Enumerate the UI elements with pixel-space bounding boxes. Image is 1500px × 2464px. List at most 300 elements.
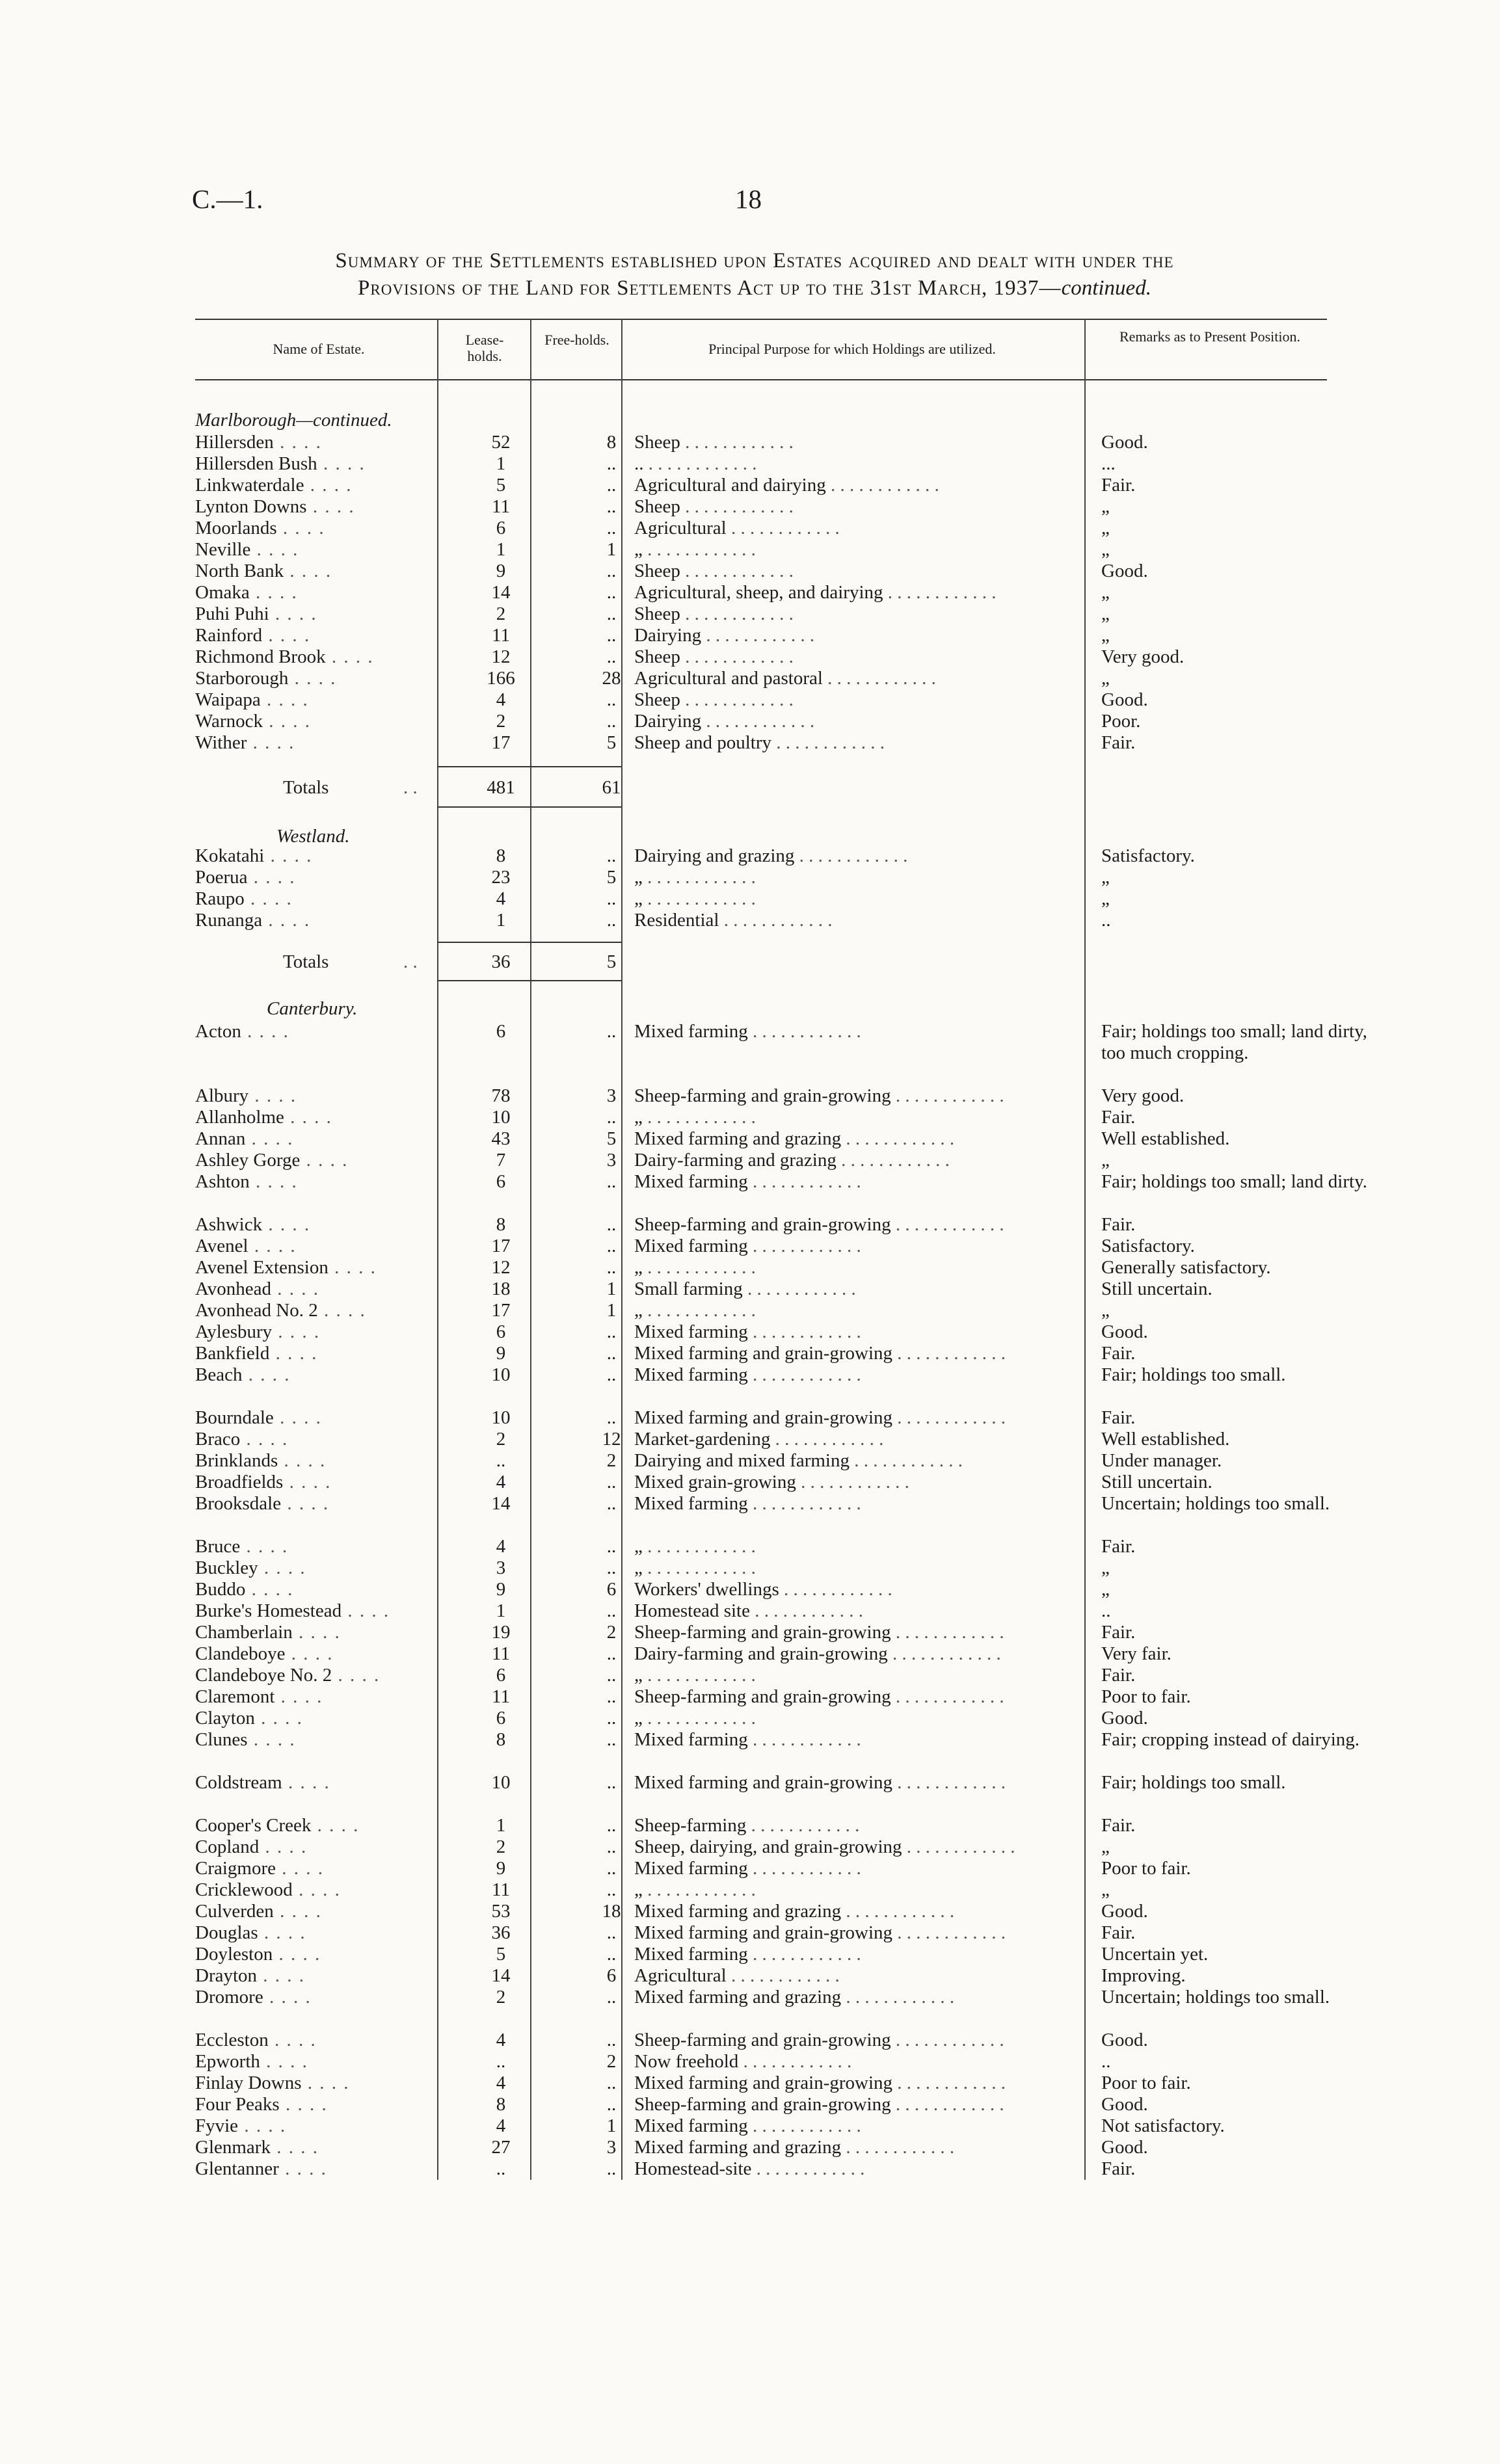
table-row xyxy=(0,1085,1500,1107)
purpose-value: Mixed farming and grazing . . xyxy=(634,2137,1064,2158)
title-line-1: Summary of the Settlements established upon Estates acquired and dealt with under the xyxy=(335,249,1174,272)
leaseholds-value: 3 xyxy=(496,1557,506,1578)
remarks-value: Fair. xyxy=(1101,1922,1136,1943)
leaseholds-value: 4 xyxy=(496,888,506,909)
leaseholds-value: 12 xyxy=(491,1257,511,1278)
estate-name: Cooper's Creek . . xyxy=(195,1815,403,1836)
purpose-value: Dairying . . xyxy=(634,711,1064,732)
remarks-value: „ xyxy=(1101,1836,1110,1857)
remarks-value: Good. xyxy=(1101,1708,1148,1729)
freeholds-value: 1 xyxy=(606,2115,617,2136)
title-continued: continued. xyxy=(1061,276,1151,300)
remarks-value: Poor to fair. xyxy=(1101,2073,1191,2093)
remarks-value: Well established. xyxy=(1101,1429,1230,1450)
freeholds-value: 2 xyxy=(606,1450,617,1471)
estate-name: Copland . . xyxy=(195,1836,403,1858)
leaseholds-value: 2 xyxy=(496,711,506,732)
purpose-value: „ . . xyxy=(634,1879,1064,1901)
estate-name: Albury . . xyxy=(195,1085,403,1107)
purpose-value: Residential . . xyxy=(634,910,1064,931)
leaseholds-value: 2 xyxy=(496,1429,506,1450)
purpose-value: „ . . xyxy=(634,1708,1064,1729)
totals-leader: . . xyxy=(403,951,418,972)
leaseholds-value: .. xyxy=(496,1450,506,1471)
table-row xyxy=(0,1107,1500,1128)
freeholds-value: .. xyxy=(606,453,617,474)
remarks-value: Very good. xyxy=(1101,646,1185,667)
purpose-value: „ . . xyxy=(634,1665,1064,1686)
table-row xyxy=(0,1128,1500,1150)
remarks-value: Very good. xyxy=(1101,1085,1185,1106)
table-row xyxy=(0,1364,1500,1386)
purpose-value: Agricultural and dairying . . xyxy=(634,475,1064,496)
estate-name: Clayton . . xyxy=(195,1708,403,1729)
table-row xyxy=(0,1708,1500,1729)
leaseholds-value: 10 xyxy=(491,1364,511,1385)
table-row xyxy=(0,2030,1500,2051)
remarks-value: Fair. xyxy=(1101,1665,1136,1686)
header-name-of-estate: Name of Estate. xyxy=(273,341,365,357)
remarks-value: „ xyxy=(1101,1150,1110,1171)
table-row xyxy=(0,453,1500,475)
remarks-value: Improving. xyxy=(1101,1965,1186,1986)
freeholds-value: .. xyxy=(606,1257,617,1278)
leaseholds-value: 5 xyxy=(496,1944,506,1965)
table-row xyxy=(0,1150,1500,1171)
freeholds-value: .. xyxy=(606,1493,617,1514)
leaseholds-value: 11 xyxy=(492,1686,510,1707)
estate-name: Broadfields . . xyxy=(195,1472,403,1493)
estate-name: Bourndale . . xyxy=(195,1407,403,1429)
estate-name: Clandeboye No. 2 . . xyxy=(195,1665,403,1686)
table-row xyxy=(0,1922,1500,1944)
table-row xyxy=(0,1686,1500,1708)
leaseholds-value: 7 xyxy=(496,1150,506,1171)
freeholds-value: .. xyxy=(606,711,617,732)
table-row xyxy=(0,1343,1500,1364)
estate-name: Aylesbury . . xyxy=(195,1321,403,1343)
freeholds-value: 6 xyxy=(606,1579,617,1600)
remarks-value: Uncertain; holdings too small. xyxy=(1101,1987,1330,2007)
table-row xyxy=(0,668,1500,689)
freeholds-value: .. xyxy=(606,1815,617,1836)
estate-name: Wither . . xyxy=(195,732,403,754)
purpose-value: „ . . xyxy=(634,1557,1064,1579)
estate-name: Kokatahi . . xyxy=(195,845,403,867)
freeholds-value: .. xyxy=(606,689,617,710)
leaseholds-value: 9 xyxy=(496,1858,506,1879)
table-row xyxy=(0,1944,1500,1965)
estate-name: Ashwick . . xyxy=(195,1214,403,1236)
leaseholds-value: 6 xyxy=(496,518,506,538)
freeholds-value: 1 xyxy=(606,1278,617,1299)
table-row xyxy=(0,1879,1500,1901)
purpose-value: Mixed farming and grazing . . xyxy=(634,1987,1064,2008)
estate-name: Clandeboye . . xyxy=(195,1643,403,1665)
leaseholds-value: 14 xyxy=(491,582,511,603)
table-row xyxy=(0,711,1500,732)
leaseholds-value: 6 xyxy=(496,1171,506,1192)
section-canterbury: Canterbury. xyxy=(267,998,358,1019)
table-row xyxy=(0,1171,1500,1193)
remarks-value: „ xyxy=(1101,603,1110,624)
freeholds-value: .. xyxy=(606,1021,617,1042)
estate-name: Culverden . . xyxy=(195,1901,403,1922)
freeholds-value: .. xyxy=(606,1665,617,1686)
purpose-value: Dairying and mixed farming . . xyxy=(634,1450,1064,1472)
purpose-value: Mixed farming . . xyxy=(634,1171,1064,1193)
estate-name: Avonhead . . xyxy=(195,1278,403,1300)
purpose-value: Mixed farming . . xyxy=(634,1236,1064,1257)
freeholds-value: 18 xyxy=(602,1901,621,1922)
remarks-value: Good. xyxy=(1101,1321,1148,1342)
table-row xyxy=(0,646,1500,668)
remarks-value: Fair. xyxy=(1101,1622,1136,1643)
marlborough-totals-rule xyxy=(437,766,621,767)
table-row xyxy=(0,1214,1500,1236)
remarks-value: Good. xyxy=(1101,1901,1148,1922)
estate-name: Poerua . . xyxy=(195,867,403,888)
estate-name: Acton . . xyxy=(195,1021,403,1042)
estate-name: Burke's Homestead . . xyxy=(195,1600,403,1622)
table-row xyxy=(0,1557,1500,1579)
leaseholds-value: 14 xyxy=(491,1493,511,1514)
table-row xyxy=(0,561,1500,582)
purpose-value: Agricultural . . xyxy=(634,1965,1064,1987)
freeholds-value: .. xyxy=(606,625,617,646)
remarks-value: .. xyxy=(1101,2051,1111,2072)
leaseholds-value: 4 xyxy=(496,2115,506,2136)
purpose-value: Homestead site . . xyxy=(634,1600,1064,1622)
totals-label: Totals xyxy=(283,777,329,798)
purpose-value: Sheep-farming and grain-growing . . xyxy=(634,1686,1064,1708)
purpose-value: Mixed farming and grain-growing . . xyxy=(634,1772,1064,1794)
purpose-value: Homestead-site . . xyxy=(634,2158,1064,2180)
freeholds-value: .. xyxy=(606,1643,617,1664)
purpose-value: Mixed farming . . xyxy=(634,2115,1064,2137)
table-row xyxy=(0,1407,1500,1429)
purpose-value: Agricultural . . xyxy=(634,518,1064,539)
table-row xyxy=(0,1450,1500,1472)
purpose-value: Sheep-farming and grain-growing . . xyxy=(634,1085,1064,1107)
estate-name: Brinklands . . xyxy=(195,1450,403,1472)
purpose-value: Mixed farming . . xyxy=(634,1364,1064,1386)
estate-name: Richmond Brook . . xyxy=(195,646,403,668)
freeholds-value: .. xyxy=(606,1536,617,1557)
remarks-value: Poor. xyxy=(1101,711,1141,732)
freeholds-value: 3 xyxy=(606,1085,617,1106)
remarks-value: Not satisfactory. xyxy=(1101,2115,1225,2136)
estate-name: North Bank . . xyxy=(195,561,403,582)
estate-name: Avenel . . xyxy=(195,1236,403,1257)
freeholds-value: .. xyxy=(606,910,617,931)
purpose-value: Market-gardening . . xyxy=(634,1429,1064,1450)
leaseholds-value: 166 xyxy=(487,668,515,689)
estate-name: Hillersden Bush . . xyxy=(195,453,403,475)
remarks-value: „ xyxy=(1101,1579,1110,1600)
estate-name: Starborough . . xyxy=(195,668,403,689)
leaseholds-value: 1 xyxy=(496,539,506,560)
table-row xyxy=(0,2094,1500,2115)
table-row xyxy=(0,1965,1500,1987)
purpose-value: Mixed farming . . xyxy=(634,1729,1064,1751)
purpose-value: Mixed grain-growing . . xyxy=(634,1472,1064,1493)
remarks-value: Still uncertain. xyxy=(1101,1278,1212,1299)
leaseholds-value: 8 xyxy=(496,1729,506,1750)
freeholds-value: .. xyxy=(606,1343,617,1364)
estate-name: Warnock . . xyxy=(195,711,403,732)
purpose-value: Sheep . . xyxy=(634,496,1064,518)
leaseholds-value: 8 xyxy=(496,1214,506,1235)
estate-name: Hillersden . . xyxy=(195,432,403,453)
remarks-value: „ xyxy=(1101,1557,1110,1578)
remarks-value: Still uncertain. xyxy=(1101,1472,1212,1492)
freeholds-value: .. xyxy=(606,1236,617,1256)
remarks-value: Fair. xyxy=(1101,1536,1136,1557)
purpose-value: Mixed farming . . xyxy=(634,1858,1064,1879)
remarks-value: „ xyxy=(1101,1879,1110,1900)
header-principal-purpose: Principal Purpose for which Holdings are utilized. xyxy=(708,341,996,357)
freeholds-value: .. xyxy=(606,518,617,538)
freeholds-value: 6 xyxy=(606,1965,617,1986)
leaseholds-value: 1 xyxy=(496,910,506,931)
freeholds-value: .. xyxy=(606,561,617,581)
remarks-value: Good. xyxy=(1101,2094,1148,2115)
table-row xyxy=(0,603,1500,625)
totals-freeholds: 5 xyxy=(606,951,617,972)
leaseholds-value: 12 xyxy=(491,646,511,667)
purpose-value: Mixed farming and grain-growing . . xyxy=(634,1922,1064,1944)
leaseholds-value: 4 xyxy=(496,1536,506,1557)
leaseholds-value: 2 xyxy=(496,1836,506,1857)
estate-name: Douglas . . xyxy=(195,1922,403,1944)
estate-name: Glentanner . . xyxy=(195,2158,403,2180)
estate-name: Ashley Gorge . . xyxy=(195,1150,403,1171)
freeholds-value: .. xyxy=(606,603,617,624)
purpose-value: Mixed farming and grain-growing . . xyxy=(634,1407,1064,1429)
freeholds-value: .. xyxy=(606,845,617,866)
leaseholds-value: 4 xyxy=(496,2073,506,2093)
leaseholds-value: 14 xyxy=(491,1965,511,1986)
remarks-value: Fair. xyxy=(1101,2158,1136,2179)
freeholds-value: 5 xyxy=(606,867,617,888)
leaseholds-value: 2 xyxy=(496,1987,506,2007)
leaseholds-value: 6 xyxy=(496,1665,506,1686)
estate-name: Bankfield . . xyxy=(195,1343,403,1364)
leaseholds-value: 9 xyxy=(496,1343,506,1364)
table-row xyxy=(0,1278,1500,1300)
remarks-value: „ xyxy=(1101,625,1110,646)
purpose-value: Sheep and poultry . . xyxy=(634,732,1064,754)
purpose-value: Sheep-farming and grain-growing . . xyxy=(634,1622,1064,1643)
freeholds-value: 2 xyxy=(606,2051,617,2072)
leaseholds-value: 4 xyxy=(496,689,506,710)
section-marlborough: Marlborough—continued. xyxy=(195,410,392,431)
leaseholds-value: 1 xyxy=(496,1815,506,1836)
freeholds-value: .. xyxy=(606,1922,617,1943)
table-row xyxy=(0,1472,1500,1493)
remarks-value: Good. xyxy=(1101,432,1148,453)
leaseholds-value: 36 xyxy=(491,1922,511,1943)
leaseholds-value: 53 xyxy=(491,1901,511,1922)
estate-name: Buckley . . xyxy=(195,1557,403,1579)
table-row xyxy=(0,1901,1500,1922)
freeholds-value: .. xyxy=(606,1686,617,1707)
estate-name: Omaka . . xyxy=(195,582,403,603)
purpose-value: Mixed farming and grain-growing . . xyxy=(634,2073,1064,2094)
totals-leader: . . xyxy=(403,777,418,798)
freeholds-value: 1 xyxy=(606,1300,617,1321)
remarks-value: Generally satisfactory. xyxy=(1101,1257,1271,1278)
purpose-value: „ . . xyxy=(634,867,1064,888)
purpose-value: Mixed farming . . xyxy=(634,1944,1064,1965)
purpose-value: Sheep . . xyxy=(634,646,1064,668)
header-leaseholds: Lease-holds. xyxy=(465,332,504,364)
remarks-value: „ xyxy=(1101,888,1110,909)
table-row xyxy=(0,2137,1500,2158)
remarks-value: Uncertain yet. xyxy=(1101,1944,1209,1965)
table-row xyxy=(0,732,1500,754)
freeholds-value: .. xyxy=(606,2094,617,2115)
purpose-value: Small farming . . xyxy=(634,1278,1064,1300)
leaseholds-value: 78 xyxy=(491,1085,511,1106)
remarks-value: Fair; holdings too small. xyxy=(1101,1772,1286,1793)
purpose-value: Mixed farming and grazing . . xyxy=(634,1901,1064,1922)
table-row xyxy=(0,1665,1500,1686)
remarks-value: „ xyxy=(1101,496,1110,517)
table-row xyxy=(0,1600,1500,1622)
header-remarks: Remarks as to Present Position. xyxy=(1119,328,1301,345)
remarks-value: Fair; holdings too small; land dirty. xyxy=(1101,1171,1367,1192)
westland-totals-underline xyxy=(437,980,621,981)
leaseholds-value: 9 xyxy=(496,561,506,581)
table-row xyxy=(0,1300,1500,1321)
estate-name: Allanholme . . xyxy=(195,1107,403,1128)
freeholds-value: .. xyxy=(606,1107,617,1128)
table-row xyxy=(0,625,1500,646)
table-row xyxy=(0,1643,1500,1665)
purpose-value: „ . . xyxy=(634,539,1064,561)
freeholds-value: .. xyxy=(606,496,617,517)
freeholds-value: .. xyxy=(606,1321,617,1342)
estate-name: Annan . . xyxy=(195,1128,403,1150)
remarks-value: Fair. xyxy=(1101,1107,1136,1128)
totals-freeholds: 61 xyxy=(602,777,621,798)
table-row xyxy=(0,1836,1500,1858)
leaseholds-value: 17 xyxy=(491,1300,511,1321)
westland-totals-row xyxy=(0,951,1500,975)
estate-name: Chamberlain . . xyxy=(195,1622,403,1643)
leaseholds-value: 19 xyxy=(491,1622,511,1643)
estate-name: Neville . . xyxy=(195,539,403,561)
purpose-value: „ . . xyxy=(634,1107,1064,1128)
table-row xyxy=(0,1622,1500,1643)
remarks-value: ... xyxy=(1101,453,1116,474)
table-row xyxy=(0,539,1500,561)
table-row xyxy=(0,1021,1500,1063)
freeholds-value: 1 xyxy=(606,539,617,560)
remarks-value: Very fair. xyxy=(1101,1643,1172,1664)
leaseholds-value: 8 xyxy=(496,2094,506,2115)
freeholds-value: .. xyxy=(606,1944,617,1965)
freeholds-value: 5 xyxy=(606,1128,617,1149)
remarks-value: Good. xyxy=(1101,561,1148,581)
header-top-rule xyxy=(195,319,1327,320)
leaseholds-value: 11 xyxy=(492,496,510,517)
table-row xyxy=(0,1257,1500,1278)
remarks-value: Under manager. xyxy=(1101,1450,1222,1471)
freeholds-value: .. xyxy=(606,2030,617,2050)
table-row xyxy=(0,1772,1500,1794)
estate-name: Bruce . . xyxy=(195,1536,403,1557)
freeholds-value: 2 xyxy=(606,1622,617,1643)
marlborough-totals-underline xyxy=(437,806,621,808)
table-row xyxy=(0,1536,1500,1557)
table-row xyxy=(0,496,1500,518)
estate-name: Avonhead No. 2 . . xyxy=(195,1300,403,1321)
table-row xyxy=(0,1858,1500,1879)
estate-name: Dromore . . xyxy=(195,1987,403,2008)
purpose-value: Mixed farming . . xyxy=(634,1021,1064,1042)
estate-name: Waipapa . . xyxy=(195,689,403,711)
freeholds-value: .. xyxy=(606,2073,617,2093)
leaseholds-value: 11 xyxy=(492,1879,510,1900)
estate-name: Coldstream . . xyxy=(195,1772,403,1794)
header-bottom-rule xyxy=(195,379,1327,380)
freeholds-value: .. xyxy=(606,1772,617,1793)
purpose-value: Agricultural, sheep, and dairying . . xyxy=(634,582,1064,603)
freeholds-value: 12 xyxy=(602,1429,621,1450)
table-row xyxy=(0,1321,1500,1343)
table-row xyxy=(0,582,1500,603)
freeholds-value: .. xyxy=(606,646,617,667)
estate-name: Cricklewood . . xyxy=(195,1879,403,1901)
purpose-value: Sheep-farming . . xyxy=(634,1815,1064,1836)
estate-name: Buddo . . xyxy=(195,1579,403,1600)
header-freeholds: Free-holds. xyxy=(544,332,609,348)
freeholds-value: .. xyxy=(606,1171,617,1192)
leaseholds-value: 1 xyxy=(496,453,506,474)
purpose-value: Mixed farming . . xyxy=(634,1493,1064,1515)
leaseholds-value: 11 xyxy=(492,1643,510,1664)
table-row xyxy=(0,518,1500,539)
estate-name: Brooksdale . . xyxy=(195,1493,403,1515)
table-row xyxy=(0,845,1500,867)
leaseholds-value: 6 xyxy=(496,1321,506,1342)
leaseholds-value: 6 xyxy=(496,1708,506,1729)
estate-name: Puhi Puhi . . xyxy=(195,603,403,625)
remarks-value: Fair. xyxy=(1101,475,1136,496)
remarks-value: „ xyxy=(1101,668,1110,689)
freeholds-value: .. xyxy=(606,475,617,496)
leaseholds-value: 17 xyxy=(491,732,511,753)
purpose-value: „ . . xyxy=(634,1257,1064,1278)
estate-name: Claremont . . xyxy=(195,1686,403,1708)
table-row xyxy=(0,1815,1500,1836)
remarks-value: Fair; holdings too small; land dirty, too much cropping. xyxy=(1101,1021,1367,1063)
remarks-value: Well established. xyxy=(1101,1128,1230,1149)
freeholds-value: 5 xyxy=(606,732,617,753)
table-row xyxy=(0,2158,1500,2180)
table-title xyxy=(189,247,1320,302)
leaseholds-value: 27 xyxy=(491,2137,511,2158)
estate-name: Drayton . . xyxy=(195,1965,403,1987)
estate-name: Fyvie . . xyxy=(195,2115,403,2137)
leaseholds-value: 10 xyxy=(491,1107,511,1128)
freeholds-value: 3 xyxy=(606,1150,617,1171)
purpose-value: Agricultural and pastoral . . xyxy=(634,668,1064,689)
purpose-value: Sheep . . xyxy=(634,603,1064,625)
